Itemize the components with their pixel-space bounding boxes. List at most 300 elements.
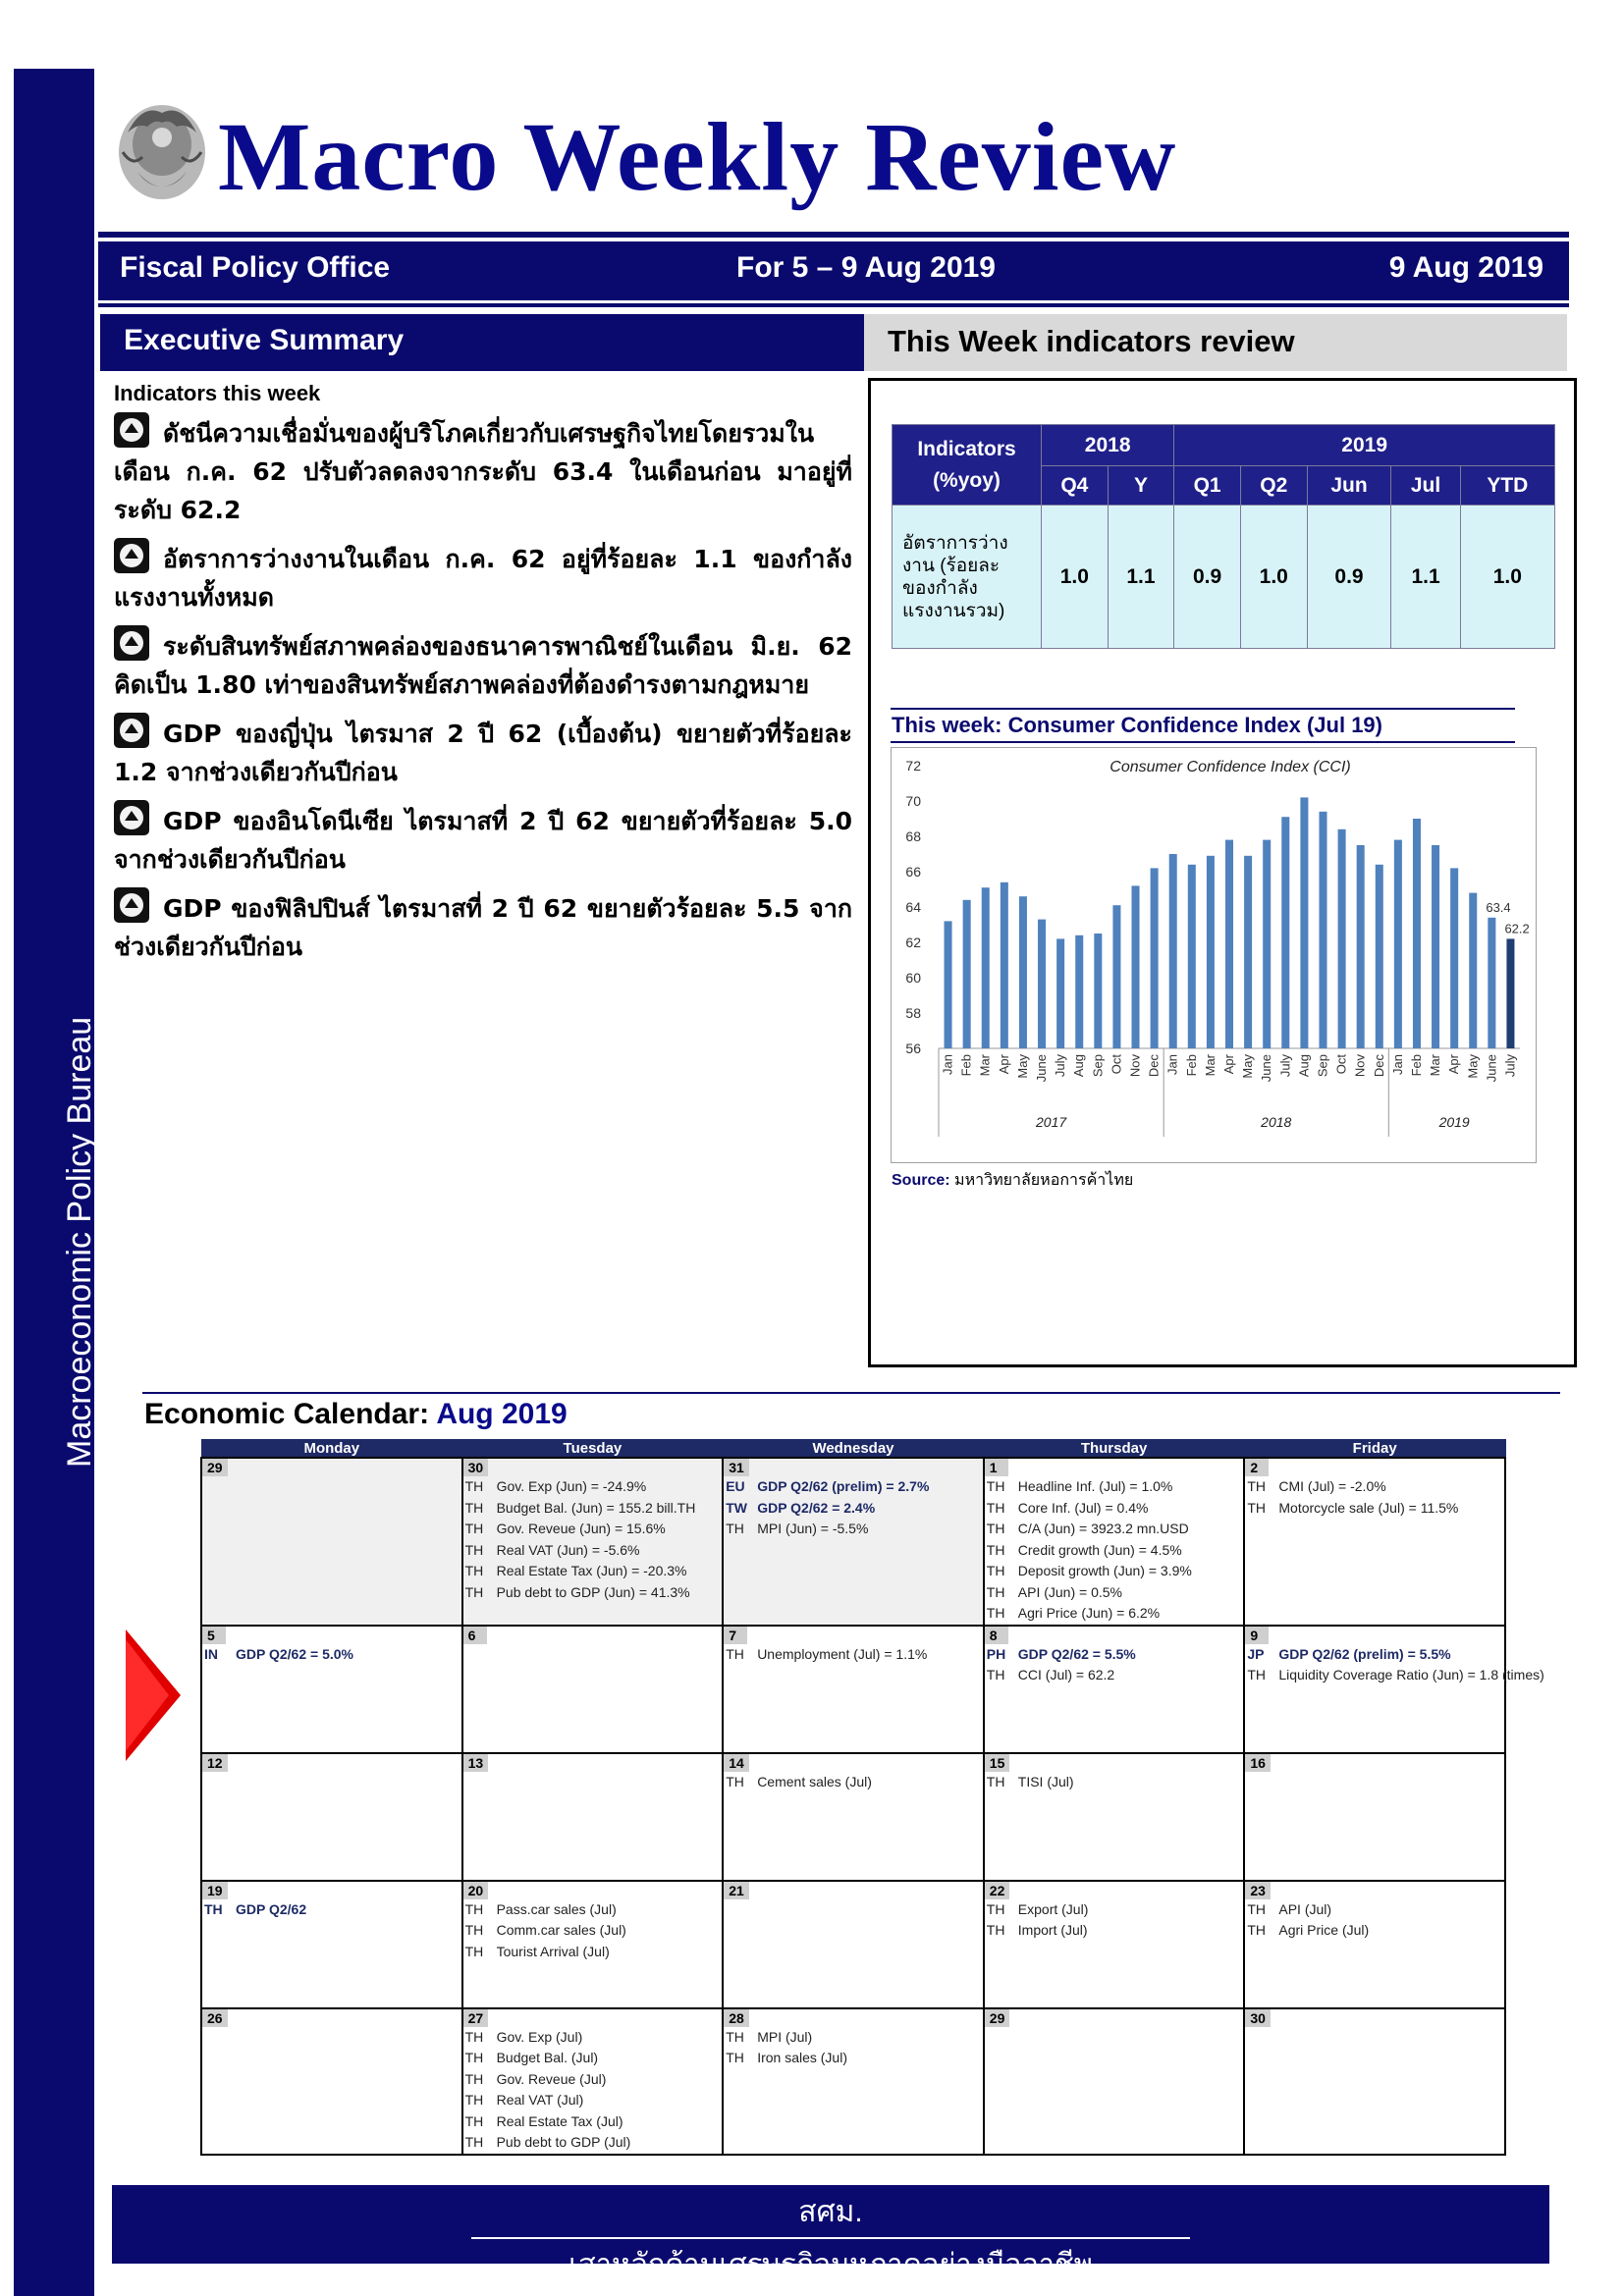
cci-bar: [1188, 865, 1196, 1048]
calendar-event: [1245, 1899, 1504, 1921]
x-tick-label: July: [1502, 1054, 1518, 1078]
country-code: TH: [726, 2028, 744, 2045]
calendar-event: [463, 2111, 723, 2133]
y-tick-label: 64: [905, 899, 921, 915]
calendar-day-cell: [723, 1753, 984, 1881]
calendar-day-cell: [723, 1626, 984, 1753]
country-code: TH: [464, 2134, 484, 2150]
x-tick-label: Apr: [1221, 1054, 1236, 1075]
event-text: Import (Jul): [1017, 1922, 1088, 1938]
x-tick-label: July: [1053, 1054, 1068, 1078]
calendar-event: [724, 2048, 983, 2069]
calendar-day-cell: [723, 2008, 984, 2155]
calendar-event: [724, 1498, 983, 1520]
col-q4: Q4: [1042, 466, 1109, 506]
x-tick-label: Mar: [1202, 1054, 1218, 1077]
calendar-event: [202, 1644, 461, 1666]
calendar-event: [463, 1582, 723, 1604]
calendar-event: [985, 1603, 1244, 1625]
country-code: TH: [464, 1943, 484, 1959]
event-text: MPI (Jul): [757, 2028, 813, 2045]
value-cell: 1.1: [1108, 506, 1174, 649]
day-header-thursday: Thursday: [984, 1440, 1245, 1459]
x-tick-label: Jan: [940, 1054, 955, 1075]
cci-bar: [1263, 840, 1271, 1048]
calendar-day-cell: [462, 1753, 724, 1881]
x-tick-label: Nov: [1127, 1054, 1143, 1078]
x-tick-label: Oct: [1109, 1054, 1124, 1075]
y-tick-label: 70: [905, 793, 921, 809]
country-code: TH: [1247, 1900, 1267, 1917]
day-number: 29: [985, 2009, 1010, 2027]
calendar-event: [463, 1899, 723, 1921]
x-tick-label: Jan: [1164, 1054, 1180, 1075]
calendar-month: Aug 2019: [436, 1398, 568, 1430]
chart-title: Consumer Confidence Index (CCI): [1110, 759, 1351, 775]
cci-bar: [1432, 845, 1439, 1048]
country-code: TW: [726, 1499, 747, 1516]
event-text: Motorcycle sale (Jul) = 11.5%: [1278, 1499, 1459, 1516]
country-code: TH: [1247, 1478, 1267, 1494]
cci-bar: [1300, 797, 1308, 1048]
event-text: API (Jul): [1278, 1900, 1332, 1917]
event-text: Gov. Reveue (Jun) = 15.6%: [496, 1521, 666, 1536]
up-arrow-bullet-icon: [114, 625, 149, 661]
x-tick-label: Dec: [1146, 1054, 1162, 1078]
country-code: TH: [986, 1499, 1005, 1516]
calendar-event: [202, 1899, 461, 1921]
country-code: TH: [986, 1900, 1005, 1917]
day-number: 8: [985, 1627, 1008, 1644]
country-code: TH: [986, 1563, 1005, 1578]
calendar-day-cell: [984, 1458, 1245, 1626]
year-2018-header: 2018: [1042, 425, 1174, 466]
cci-bar: [1056, 938, 1064, 1048]
day-header-friday: Friday: [1244, 1440, 1505, 1459]
cci-bar-chart: [892, 748, 1535, 1161]
calendar-day-cell: [984, 1753, 1245, 1881]
y-tick-label: 62: [905, 934, 921, 950]
country-code: TH: [464, 2050, 484, 2065]
event-text: GDP Q2/62 = 5.5%: [1017, 1645, 1136, 1662]
cci-bar: [1450, 868, 1458, 1048]
indicators-review-heading: This Week indicators review: [864, 314, 1567, 371]
calendar-rule: [142, 1392, 1560, 1394]
day-number: 12: [202, 1754, 228, 1772]
calendar-day-cell: [462, 1881, 724, 2008]
up-arrow-bullet-icon: [114, 800, 149, 835]
x-tick-label: Feb: [958, 1054, 974, 1077]
event-text: Iron sales (Jul): [757, 2050, 847, 2065]
day-number: 27: [463, 2009, 489, 2027]
day-number: 30: [1245, 2009, 1271, 2027]
cci-bar: [1075, 935, 1083, 1048]
day-header-tuesday: Tuesday: [462, 1440, 724, 1459]
period-label: For 5 – 9 Aug 2019: [736, 251, 996, 284]
event-text: Agri Price (Jul): [1278, 1922, 1370, 1938]
country-code: TH: [986, 1667, 1005, 1682]
footer-org: สศม.: [798, 2196, 863, 2228]
sidebar-bureau-label: Macroeconomic Policy Bureau: [61, 1016, 98, 1468]
cci-bar: [1394, 840, 1402, 1048]
event-text: Real Estate Tax (Jul): [496, 2112, 623, 2129]
up-arrow-bullet-icon: [114, 538, 149, 573]
cci-bar: [982, 887, 990, 1048]
event-text: Pub debt to GDP (Jul): [496, 2134, 631, 2150]
calendar-event: [724, 2027, 983, 2049]
day-header-wednesday: Wednesday: [723, 1440, 984, 1459]
country-code: TH: [464, 1922, 484, 1938]
event-text: Pub debt to GDP (Jun) = 41.3%: [496, 1583, 690, 1600]
day-number: 9: [1245, 1627, 1269, 1644]
source-text: มหาวิทยาลัยหอการค้าไทย: [954, 1172, 1134, 1189]
country-code: TH: [464, 1541, 484, 1558]
issue-date: 9 Aug 2019: [1388, 251, 1543, 284]
calendar-day-cell: [984, 1881, 1245, 2008]
country-code: TH: [986, 1521, 1005, 1536]
up-arrow-bullet-icon: [114, 412, 149, 448]
calendar-event: [1245, 1920, 1504, 1942]
col-q2: Q2: [1240, 466, 1307, 506]
event-text: Core Inf. (Jul) = 0.4%: [1017, 1499, 1149, 1516]
calendar-event: [463, 1498, 723, 1520]
cci-bar: [1413, 819, 1421, 1048]
office-label: Fiscal Policy Office: [120, 251, 391, 284]
cci-bar: [1338, 829, 1346, 1048]
x-tick-label: Apr: [1446, 1054, 1462, 1075]
cci-bar: [1094, 934, 1102, 1048]
day-number: 21: [724, 1882, 749, 1899]
event-text: Comm.car sales (Jul): [496, 1922, 626, 1938]
calendar-event: [985, 1899, 1244, 1921]
y-tick-label: 66: [905, 864, 921, 880]
event-text: GDP Q2/62: [236, 1900, 307, 1917]
country-code: TH: [464, 1900, 484, 1917]
calendar-day-cell: [201, 1881, 462, 2008]
day-number: 26: [202, 2009, 228, 2027]
calendar-week-row: [201, 1458, 1505, 1626]
day-number: 14: [724, 1754, 749, 1772]
country-code: EU: [726, 1478, 745, 1494]
summary-bullet: ระดับสินทรัพย์สภาพคล่องของธนาคารพาณิชย์ในเดือน มิ.ย. 62 คิดเป็น 1.80 เท่าของสินทรัพย์สภาพคล่องที่ต้องดำรงตามกฎหมาย: [114, 625, 852, 704]
calendar-day-cell: [462, 1626, 724, 1753]
country-code: TH: [464, 2028, 484, 2045]
day-number: 31: [724, 1459, 749, 1476]
event-text: Real VAT (Jun) = -5.6%: [496, 1541, 640, 1558]
day-number: 22: [985, 1882, 1010, 1899]
event-text: Headline Inf. (Jul) = 1.0%: [1017, 1478, 1173, 1494]
chart-heading: This week: Consumer Confidence Index (Jul 19): [892, 713, 1382, 737]
calendar-title-label: Economic Calendar:: [144, 1398, 430, 1430]
country-code: JP: [1247, 1645, 1265, 1662]
day-number: 6: [463, 1627, 487, 1644]
cci-chart-frame: [891, 747, 1537, 1163]
calendar-event: [985, 1561, 1244, 1582]
calendar-event: [1245, 1498, 1504, 1520]
cci-bar: [1281, 817, 1289, 1048]
event-text: Gov. Exp (Jul): [496, 2028, 583, 2045]
x-tick-label: Sep: [1090, 1054, 1106, 1078]
event-text: Real Estate Tax (Jun) = -20.3%: [496, 1563, 687, 1578]
calendar-event: [463, 2132, 723, 2154]
calendar-event: [985, 1920, 1244, 1942]
summary-bullet: ดัชนีความเชื่อมั่นของผู้บริโภคเกี่ยวกับเศรษฐกิจไทยโดยรวมในเดือน ก.ค. 62 ปรับตัวลดลงจากระดับ 63.4 ในเดือนก่อน มาอยู่ที่ระดับ 62.2: [114, 412, 852, 529]
cci-bar: [1019, 896, 1027, 1048]
chart-title-rule: [891, 741, 1515, 743]
country-code: TH: [464, 2112, 484, 2129]
calendar-event: [1245, 1476, 1504, 1498]
x-tick-label: June: [1259, 1054, 1274, 1083]
event-text: Agri Price (Jun) = 6.2%: [1017, 1605, 1161, 1621]
y-tick-label: 72: [905, 758, 921, 774]
day-number: 1: [985, 1459, 1008, 1476]
calendar-event: [985, 1582, 1244, 1604]
calendar-day-cell: [201, 1626, 462, 1753]
event-text: Budget Bal. (Jul): [496, 2050, 599, 2065]
calendar-event: [463, 1476, 723, 1498]
day-number: 13: [463, 1754, 489, 1772]
header-rule-top: [98, 232, 1569, 238]
header-rule-bottom: [98, 303, 1569, 307]
calendar-event: [463, 2069, 723, 2091]
country-code: TH: [1247, 1667, 1267, 1682]
country-code: TH: [986, 1478, 1005, 1494]
country-code: TH: [464, 1583, 484, 1600]
calendar-day-cell: [462, 2008, 724, 2155]
x-tick-label: Oct: [1333, 1054, 1349, 1075]
x-tick-label: Jan: [1389, 1054, 1405, 1075]
year-group-label: 2018: [1261, 1114, 1292, 1130]
calendar-day-cell: [1244, 1626, 1544, 1753]
calendar-day-cell: [723, 1881, 984, 2008]
x-tick-label: Feb: [1183, 1054, 1199, 1077]
cci-bar: [1112, 905, 1120, 1048]
x-tick-label: May: [1465, 1054, 1481, 1079]
cci-bar: [1357, 845, 1365, 1048]
event-text: GDP Q2/62 (prelim) = 5.5%: [1278, 1645, 1451, 1662]
country-code: PH: [986, 1645, 1006, 1662]
country-code: TH: [204, 1900, 223, 1917]
calendar-week-row: [201, 1626, 1505, 1753]
country-code: TH: [1247, 1499, 1267, 1516]
calendar-event: [985, 1644, 1244, 1666]
x-tick-label: Sep: [1315, 1054, 1330, 1078]
calendar-event: [985, 1498, 1244, 1520]
cci-bar: [1225, 840, 1233, 1048]
country-code: TH: [726, 1645, 744, 1662]
calendar-event: [724, 1476, 983, 1498]
calendar-day-cell: [462, 1458, 724, 1626]
year-2019-header: 2019: [1174, 425, 1555, 466]
country-code: TH: [464, 1499, 484, 1516]
country-code: TH: [464, 1563, 484, 1578]
calendar-day-cell: [984, 1626, 1245, 1753]
indicators-table: [892, 424, 1555, 649]
garuda-logo-icon: [108, 93, 216, 206]
calendar-week-row: [201, 2008, 1505, 2155]
x-tick-label: Dec: [1371, 1054, 1386, 1078]
calendar-event: [1245, 1644, 1504, 1666]
event-text: CCI (Jul) = 62.2: [1017, 1667, 1115, 1682]
summary-bullet: GDP ของอินโดนีเซีย ไตรมาสที่ 2 ปี 62 ขยายตัวที่ร้อยละ 5.0 จากช่วงเดียวกันปีก่อน: [114, 800, 852, 879]
day-number: 7: [724, 1627, 747, 1644]
event-text: CMI (Jul) = -2.0%: [1278, 1478, 1386, 1494]
country-code: TH: [726, 1773, 744, 1789]
event-text: Gov. Exp (Jun) = -24.9%: [496, 1478, 647, 1494]
chart-source: [892, 1168, 1133, 1193]
event-text: Unemployment (Jul) = 1.1%: [757, 1645, 928, 1662]
page-title: Macro Weekly Review: [218, 102, 1177, 211]
calendar-day-cell: [723, 1458, 984, 1626]
indicators-subheading: Indicators this week: [114, 381, 321, 405]
country-code: TH: [464, 1521, 484, 1536]
current-week-arrow-icon: [126, 1629, 181, 1761]
x-tick-label: May: [1014, 1054, 1030, 1079]
calendar-event: [463, 1540, 723, 1562]
y-tick-label: 68: [905, 828, 921, 844]
calendar-event: [463, 2048, 723, 2069]
x-tick-label: Mar: [977, 1054, 993, 1077]
day-number: 15: [985, 1754, 1010, 1772]
event-text: GDP Q2/62 (prelim) = 2.7%: [757, 1478, 930, 1494]
value-cell: 0.9: [1307, 506, 1391, 649]
calendar-day-cell: [201, 1753, 462, 1881]
calendar-event: [463, 1519, 723, 1540]
footer-slogan: เสาหลักด้านเศรษฐกิจมหภาคอย่างมืออาชีพ: [568, 2249, 1093, 2280]
y-tick-label: 56: [905, 1041, 921, 1056]
up-arrow-bullet-icon: [114, 713, 149, 748]
cci-bar: [1244, 856, 1252, 1048]
day-number: 16: [1245, 1754, 1271, 1772]
country-code: IN: [204, 1645, 218, 1662]
indicators-review-box: [868, 378, 1577, 1367]
calendar-event: [985, 1665, 1244, 1686]
cci-bar: [1319, 812, 1326, 1048]
day-header-monday: Monday: [201, 1440, 462, 1459]
cci-bar: [1151, 868, 1159, 1048]
event-text: Budget Bal. (Jun) = 155.2 bill.TH: [496, 1499, 696, 1516]
event-text: Cement sales (Jul): [757, 1773, 872, 1789]
executive-summary-heading: Executive Summary: [100, 314, 864, 371]
day-number: 19: [202, 1882, 228, 1899]
country-code: TH: [726, 1521, 744, 1536]
event-text: Tourist Arrival (Jul): [496, 1943, 610, 1959]
cci-bar: [1207, 856, 1215, 1048]
x-tick-label: Aug: [1071, 1054, 1087, 1078]
cci-bar: [1132, 885, 1140, 1048]
value-cell: 1.0: [1042, 506, 1109, 649]
calendar-week-row: [201, 1881, 1505, 2008]
calendar-event: [985, 1519, 1244, 1540]
event-text: C/A (Jun) = 3923.2 mn.USD: [1017, 1521, 1189, 1536]
calendar-event: [463, 1942, 723, 1963]
country-code: TH: [726, 2050, 744, 2065]
country-code: TH: [986, 1922, 1005, 1938]
cci-bar: [1376, 865, 1383, 1048]
up-arrow-bullet-icon: [114, 887, 149, 923]
country-code: TH: [464, 2092, 484, 2108]
calendar-day-cell: [201, 2008, 462, 2155]
cci-bar: [945, 921, 952, 1048]
x-tick-label: Nov: [1352, 1054, 1368, 1078]
y-tick-label: 60: [905, 970, 921, 986]
calendar-day-cell: [201, 1458, 462, 1626]
event-text: Credit growth (Jun) = 4.5%: [1017, 1541, 1182, 1558]
data-label: 62.2: [1504, 921, 1530, 936]
footer-banner: [112, 2185, 1549, 2280]
summary-bullet: GDP ของฟิลิปปินส์ ไตรมาสที่ 2 ปี 62 ขยายตัวร้อยละ 5.5 จากช่วงเดียวกันปีก่อน: [114, 887, 852, 966]
calendar-event: [463, 1920, 723, 1942]
country-code: TH: [986, 1605, 1005, 1621]
chart-title-rule: [891, 708, 1515, 710]
calendar-day-cell: [984, 2008, 1245, 2155]
col-jul: Jul: [1391, 466, 1460, 506]
col-y: Y: [1108, 466, 1174, 506]
event-text: Real VAT (Jul): [496, 2092, 584, 2108]
day-number: 20: [463, 1882, 489, 1899]
country-code: TH: [986, 1773, 1005, 1789]
day-number: 28: [724, 2009, 749, 2027]
cci-bar: [1001, 882, 1008, 1048]
unemployment-label: อัตราการว่างงาน (ร้อยละของกำลังแรงงานรวม): [893, 506, 1042, 649]
event-text: GDP Q2/62 = 2.4%: [757, 1499, 876, 1516]
event-text: Deposit growth (Jun) = 3.9%: [1017, 1563, 1192, 1578]
x-tick-label: June: [1484, 1054, 1499, 1083]
indicators-header: Indicators (%yoy): [893, 425, 1042, 506]
country-code: TH: [986, 1541, 1005, 1558]
value-cell: 1.0: [1240, 506, 1307, 649]
x-tick-label: June: [1034, 1054, 1050, 1083]
day-number: 2: [1245, 1459, 1269, 1476]
event-text: Liquidity Coverage Ratio (Jun) = 1.8 (times): [1278, 1667, 1544, 1682]
year-group-label: 2019: [1438, 1114, 1470, 1130]
y-tick-label: 58: [905, 1005, 921, 1021]
calendar-event: [985, 1476, 1244, 1498]
x-tick-label: Apr: [996, 1054, 1011, 1075]
x-tick-label: Aug: [1296, 1054, 1312, 1078]
x-tick-label: Feb: [1408, 1054, 1424, 1077]
event-text: Export (Jul): [1017, 1900, 1089, 1917]
value-cell: 1.0: [1460, 506, 1554, 649]
country-code: TH: [464, 1478, 484, 1494]
event-text: Gov. Reveue (Jul): [496, 2070, 607, 2087]
x-tick-label: May: [1240, 1054, 1256, 1079]
event-text: MPI (Jun) = -5.5%: [757, 1521, 869, 1536]
header-bar: [98, 241, 1569, 300]
calendar-title: [144, 1398, 568, 1431]
calendar-event: [724, 1519, 983, 1540]
footer-divider: [471, 2237, 1190, 2239]
calendar-event: [985, 1772, 1244, 1793]
event-text: API (Jun) = 0.5%: [1017, 1583, 1122, 1600]
summary-bullet: อัตราการว่างงานในเดือน ก.ค. 62 อยู่ที่ร้อยละ 1.1 ของกำลังแรงงานทั้งหมด: [114, 538, 852, 616]
executive-summary: [114, 381, 852, 975]
calendar-event: [463, 2027, 723, 2049]
calendar-event: [463, 2090, 723, 2111]
cci-bar: [1169, 854, 1177, 1048]
day-number: 29: [202, 1459, 228, 1476]
day-number: 5: [202, 1627, 226, 1644]
x-tick-label: Mar: [1428, 1054, 1443, 1077]
event-text: GDP Q2/62 = 5.0%: [236, 1645, 353, 1662]
x-tick-label: July: [1277, 1054, 1293, 1078]
calendar-day-cell: [1244, 2008, 1505, 2155]
calendar-event: [463, 1561, 723, 1582]
cci-bar: [1038, 920, 1046, 1048]
col-jun: Jun: [1307, 466, 1391, 506]
country-code: TH: [986, 1583, 1005, 1600]
economic-calendar: [200, 1439, 1544, 2156]
